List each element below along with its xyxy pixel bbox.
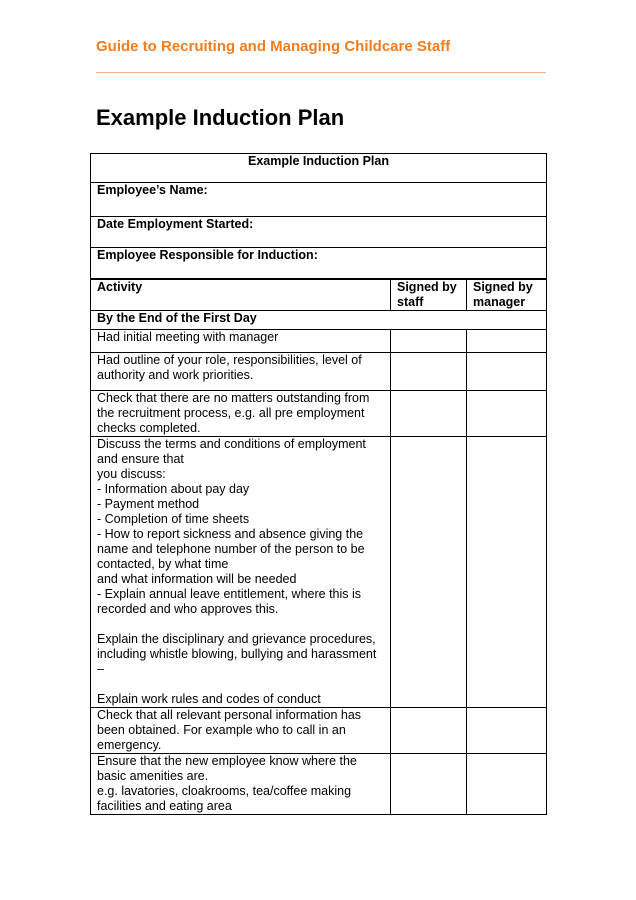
activity-line: - Information about pay day — [97, 481, 250, 496]
activity-line: Check that all relevant personal information has — [97, 707, 362, 722]
signed-by-staff-column-header — [391, 279, 467, 311]
signed-by-manager-cell[interactable] — [467, 436, 547, 707]
blank-line — [97, 617, 384, 632]
activity-line: Explain work rules and codes of conduct — [97, 691, 321, 706]
signed-by-manager-cell[interactable] — [467, 329, 547, 352]
activity-line: e.g. lavatories, cloakrooms, tea/coffee making — [97, 783, 352, 798]
signed-by-manager-cell[interactable] — [467, 753, 547, 814]
activity-cell — [91, 753, 391, 814]
section-title: By the End of the First Day — [91, 310, 547, 329]
activity-line: - How to report sickness and absence giving the — [97, 526, 364, 541]
activity-line: Had initial meeting with manager — [97, 329, 279, 344]
signed-by-staff-cell[interactable] — [391, 436, 467, 707]
guide-title: Guide to Recruiting and Managing Childcare Staff — [96, 38, 451, 55]
activity-cell — [91, 329, 391, 352]
activity-line: - Payment method — [97, 496, 200, 511]
activity-line: – — [97, 661, 104, 676]
table-row — [91, 707, 547, 753]
table-row — [91, 753, 547, 814]
induction-plan-table — [90, 153, 547, 815]
activity-cell — [91, 390, 391, 436]
activity-line: checks completed. — [97, 420, 201, 435]
signed-by-staff-cell[interactable] — [391, 753, 467, 814]
activity-line: including whistle blowing, bullying and harassment — [97, 646, 377, 661]
employee-name-field: Employee’s Name: — [91, 183, 547, 217]
table-row — [91, 329, 547, 352]
signed-by-staff-cell[interactable] — [391, 329, 467, 352]
table-row — [91, 390, 547, 436]
table-row — [91, 436, 547, 707]
page-title: Example Induction Plan — [96, 105, 345, 130]
signed-by-manager-column-header — [467, 279, 547, 311]
activity-line: the recruitment process, e.g. all pre employment — [97, 405, 365, 420]
signed-by-staff-cell[interactable] — [391, 390, 467, 436]
column-header-line: manager — [473, 294, 526, 309]
signed-by-staff-cell[interactable] — [391, 352, 467, 390]
activity-line: you discuss: — [97, 466, 166, 481]
activity-line: - Explain annual leave entitlement, where this is — [97, 586, 362, 601]
activity-column-header: Activity — [91, 279, 391, 311]
header-rule: ______________________________________________________ — [96, 58, 546, 75]
column-header-line: Signed by — [473, 279, 533, 294]
activity-line: emergency. — [97, 737, 162, 752]
activity-cell — [91, 707, 391, 753]
activity-cell — [91, 436, 391, 707]
activity-line: been obtained. For example who to call in an — [97, 722, 346, 737]
date-started-field: Date Employment Started: — [91, 217, 547, 248]
column-header-line: Signed by — [397, 279, 457, 294]
activity-line: contacted, by what time — [97, 556, 229, 571]
activity-cell — [91, 352, 391, 390]
activity-line: Ensure that the new employee know where the — [97, 753, 357, 768]
signed-by-manager-cell[interactable] — [467, 707, 547, 753]
activity-line: Had outline of your role, responsibilities, level of — [97, 352, 362, 367]
activity-line: basic amenities are. — [97, 768, 209, 783]
activity-line: - Completion of time sheets — [97, 511, 250, 526]
activity-line: authority and work priorities. — [97, 367, 254, 382]
activity-line: recorded and who approves this. — [97, 601, 279, 616]
signed-by-staff-cell[interactable] — [391, 707, 467, 753]
table-row — [91, 352, 547, 390]
responsible-field: Employee Responsible for Induction: — [91, 248, 547, 279]
table-caption: Example Induction Plan — [91, 154, 547, 183]
activity-line: and ensure that — [97, 451, 184, 466]
activity-line: Discuss the terms and conditions of employment — [97, 436, 366, 451]
signed-by-manager-cell[interactable] — [467, 390, 547, 436]
signed-by-manager-cell[interactable] — [467, 352, 547, 390]
activity-line: and what information will be needed — [97, 571, 297, 586]
column-header-line: staff — [397, 294, 424, 309]
blank-line — [97, 677, 384, 692]
activity-line: Explain the disciplinary and grievance procedures, — [97, 631, 376, 646]
activity-line: name and telephone number of the person to be — [97, 541, 365, 556]
activity-line: facilities and eating area — [97, 798, 232, 813]
activity-line: Check that there are no matters outstanding from — [97, 390, 370, 405]
